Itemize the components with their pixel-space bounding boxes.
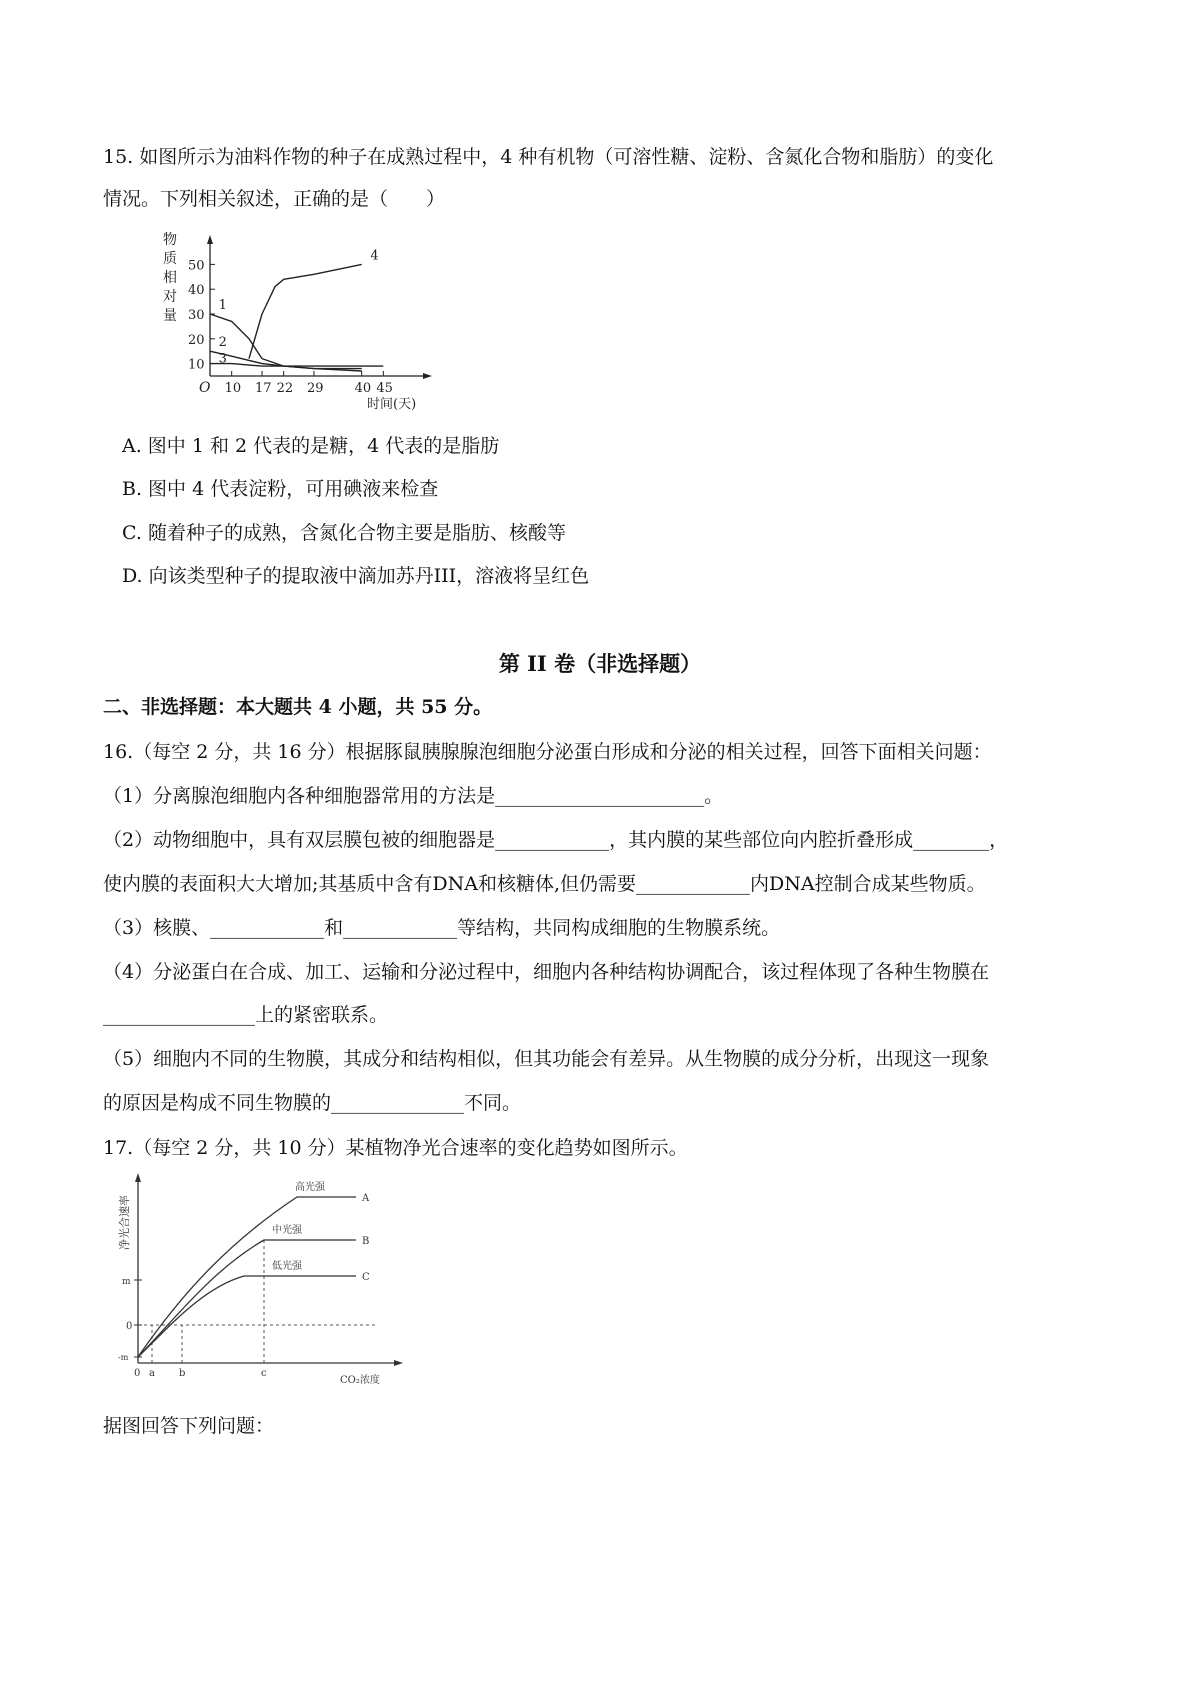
chart1-ylabel-char: 对 — [163, 289, 177, 305]
q16-part2-line2: 使内膜的表面积大大增加;其基质中含有DNA和核糖体,但仍需要____________内DNA控制合成某些物质。 — [103, 873, 986, 895]
chart2-ytick-neg: -m — [118, 1353, 129, 1362]
chart1-ylabel-char: 质 — [163, 251, 177, 267]
chart1-ytick-label: 50 — [188, 258, 205, 274]
q16-part3: （3）核膜、____________和____________等结构，共同构成细胞的生物膜系统。 — [103, 917, 781, 939]
chart1-curves — [210, 264, 383, 371]
chart1-curve-label-1: 1 — [218, 298, 227, 314]
chart2-xtick-a: a — [149, 1368, 155, 1379]
q16-part4-line1: （4）分泌蛋白在合成、加工、运输和分泌过程中，细胞内各种结构协调配合，该过程体现了各种生物膜在 — [103, 961, 990, 983]
chart2-curve-letter-a: A — [362, 1193, 370, 1204]
q15-option-c[interactable]: C. 随着种子的成熟，含氮化合物主要是脂肪、核酸等 — [122, 522, 566, 544]
chart1-ylabel-char: 量 — [163, 308, 177, 324]
q16-stem: 16.（每空 2 分，共 16 分）根据豚鼠胰腺腺泡细胞分泌蛋白形成和分泌的相关过程，回答下面相关问题： — [103, 741, 992, 763]
section2-heading: 二、非选择题：本大题共 4 小题，共 55 分。 — [103, 696, 493, 718]
q15-stem-line2: 情况。下列相关叙述，正确的是（ ） — [103, 188, 446, 210]
chart1-ylabel-char: 相 — [163, 270, 177, 286]
chart1-ytick-label: 10 — [188, 357, 205, 373]
chart1-yticks — [188, 258, 215, 372]
chart2-y-arrow — [135, 1173, 141, 1182]
seed-maturation-chart — [155, 232, 445, 412]
chart1-xticks — [225, 371, 393, 396]
chart2-xlabel: CO₂浓度 — [340, 1375, 380, 1386]
chart2-curve-letter-c: C — [362, 1272, 370, 1283]
chart1-curve-label-4: 4 — [370, 248, 379, 264]
chart1-curve-label-3: 3 — [218, 351, 227, 367]
chart2-curve-high — [138, 1197, 356, 1357]
chart1-xtick-label: 29 — [307, 381, 324, 396]
chart2-xtick-b: b — [179, 1368, 186, 1379]
chart1-y-arrow — [207, 235, 213, 244]
chart2-origin: 0 — [134, 1368, 141, 1379]
chart1-xlabel: 时间(天) — [367, 397, 417, 412]
chart1-xtick-label: 17 — [255, 381, 272, 396]
chart2-curve-letter-b: B — [362, 1236, 370, 1247]
chart1-curve-3 — [210, 364, 383, 367]
q15-option-a[interactable]: A. 图中 1 和 2 代表的是糖，4 代表的是脂肪 — [122, 435, 500, 457]
chart1-ylabel-char: 物 — [163, 232, 177, 248]
photosynthesis-chart — [112, 1170, 412, 1392]
chart2-ytick-m: m — [122, 1277, 131, 1287]
chart1-xtick-label: 45 — [376, 381, 393, 396]
chart1-curve-label-2: 2 — [218, 335, 227, 351]
chart2-curve-name-high: 高光强 — [295, 1182, 325, 1193]
q16-part1: （1）分离腺泡细胞内各种细胞器常用的方法是______________________。 — [103, 785, 724, 807]
q16-part2-line1: （2）动物细胞中，具有双层膜包被的细胞器是____________，其内膜的某些部位向内腔折叠形成________， — [103, 829, 1009, 851]
q16-part5-line2: 的原因是构成不同生物膜的______________不同。 — [103, 1092, 522, 1114]
chart2-ylabel: 净光合速率 — [118, 1195, 131, 1250]
chart1-curve-4 — [249, 264, 362, 358]
chart2-curve-low — [138, 1276, 356, 1357]
chart2-curve-name-mid: 中光强 — [272, 1225, 302, 1236]
chart2-curve-mid — [138, 1240, 356, 1357]
q15-option-b[interactable]: B. 图中 4 代表淀粉，可用碘液来检查 — [122, 478, 439, 500]
q15-option-d[interactable]: D. 向该类型种子的提取液中滴加苏丹III，溶液将呈红色 — [122, 565, 590, 587]
chart1-ylabel — [163, 232, 177, 324]
chart1-ytick-label: 20 — [188, 332, 205, 348]
chart1-ytick-label: 30 — [188, 308, 205, 323]
q17-after-text: 据图回答下列问题： — [103, 1415, 275, 1437]
chart1-ytick-label: 40 — [188, 283, 205, 299]
chart1-x-arrow — [423, 373, 432, 379]
chart2-ytick-zero: 0 — [126, 1321, 133, 1332]
q17-stem: 17.（每空 2 分，共 10 分）某植物净光合速率的变化趋势如图所示。 — [103, 1137, 688, 1159]
chart2-curve-name-low: 低光强 — [272, 1261, 302, 1272]
chart1-xtick-label: 22 — [276, 381, 294, 396]
chart1-origin: O — [199, 380, 211, 396]
q15-stem-line1: 15. 如图所示为油料作物的种子在成熟过程中，4 种有机物（可溶性糖、淀粉、含氮化合物和脂肪）的变化 — [103, 146, 994, 168]
q16-part5-line1: （5）细胞内不同的生物膜，其成分和结构相似，但其功能会有差异。从生物膜的成分分析，出现这一现象 — [103, 1048, 990, 1070]
section2-title: 第 II 卷（非选择题） — [498, 651, 702, 676]
q16-part4-line2: ________________上的紧密联系。 — [103, 1004, 389, 1026]
chart1-xtick-label: 10 — [224, 381, 242, 396]
chart1-curve-1 — [210, 314, 362, 369]
chart2-x-arrow — [394, 1360, 403, 1366]
chart2-xtick-c: c — [261, 1368, 267, 1379]
chart1-xtick-label: 40 — [354, 381, 372, 396]
